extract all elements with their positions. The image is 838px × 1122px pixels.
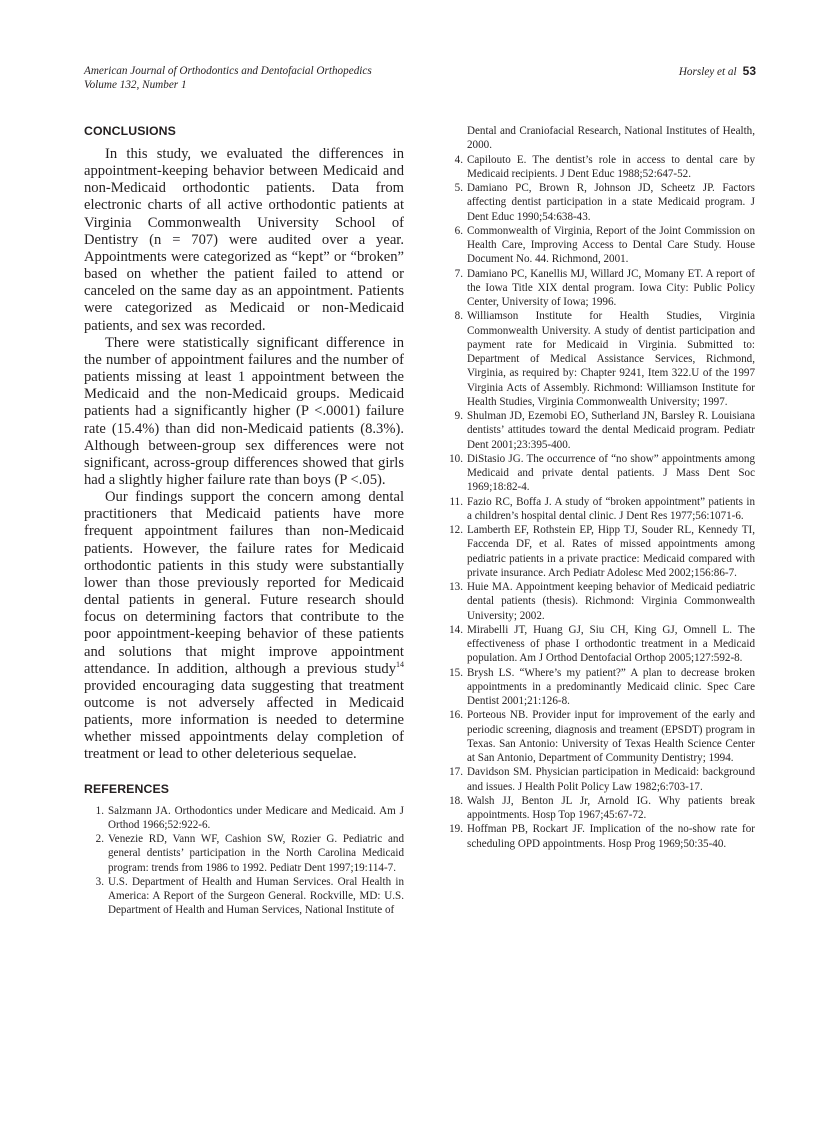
reference-text: Capilouto E. The dentist’s role in access to dental care by Medicaid recipients. J Dent Educ 1988;52:647-52.	[467, 153, 755, 180]
conclusions-paragraph-1: In this study, we evaluated the differences in appointment-keeping behavior between Medicaid and non-Medicaid orthodontic patients. Data from electronic charts of all active orthodontic patients at Virginia Commonwealth University School of Dentistry (n = 707) were audited over a year. Appointments were categorized as “kept” or “broken” based on whether the patient failed to attend or canceled on the same day as an appointment. Patients were categorized as Medicaid or non-Medicaid patients, and sex was recorded.	[84, 146, 404, 334]
reference-text: DiStasio JG. The occurrence of “no show” appointments among Medicaid and private dental patients. J Mass Dent Soc 1969;18:82-4.	[467, 452, 755, 494]
reference-item	[443, 452, 755, 495]
reference-number: 15.	[449, 666, 463, 679]
reference-number: 16.	[449, 709, 463, 722]
reference-number: 12.	[449, 524, 463, 536]
reference-item	[443, 623, 755, 666]
reference-text: Porteous NB. Provider input for improvement of the early and periodic screening, diagnosis and treament (EPSDT) program in Texas. San Antonio: University of Texas Health Science Center at San Antonio, Department of Community Dentistry; 1994.	[467, 709, 755, 764]
reference-item	[84, 804, 404, 833]
reference-number: 13.	[449, 581, 463, 593]
reference-item	[443, 708, 755, 765]
reference-text: Mirabelli JT, Huang GJ, Siu CH, King GJ, Omnell L. The effectiveness of phase I orthodontic treatment in a Medicaid population. Am J Orthod Dentofacial Orthop 2005;127:592-8.	[467, 623, 755, 665]
reference-item	[443, 822, 755, 851]
reference-list-left	[84, 804, 404, 918]
reference-number: 4.	[454, 153, 463, 166]
reference-number: 3.	[95, 875, 104, 888]
running-header-left	[84, 64, 372, 92]
reference-text: Fazio RC, Boffa J. A study of “broken appointment” patients in a children’s hospital dental clinic. J Dent Res 1977;56:1071-6.	[467, 495, 755, 522]
conclusions-heading: CONCLUSIONS	[84, 124, 176, 138]
conclusions-paragraph-2: There were statistically significant difference in the number of appointment failures and the number of patients missing at least 1 appointment between the Medicaid and the non-Medicaid groups. Medicaid patients had a significantly higher (P <.0001) failure rate (15.4%) than did non-Medicaid patients (8.3%). Although between-group sex differences were not significant, across-group differences showed that girls had a slightly higher failure rate than boys (P <.05).	[84, 334, 404, 488]
reference-item	[84, 875, 404, 918]
reference-number: 2.	[95, 833, 104, 846]
reference-text: Venezie RD, Vann WF, Cashion SW, Rozier G. Pediatric and general dentists’ participation in the North Carolina Medicaid program: trends from 1986 to 1992. Pediatr Dent 1997;19:114-7.	[108, 833, 404, 874]
reference-item	[443, 580, 755, 623]
reference-item	[84, 832, 404, 875]
reference-item	[443, 409, 755, 452]
reference-text: Salzmann JA. Orthodontics under Medicare and Medicaid. Am J Orthod 1966;52:922-6.	[108, 804, 404, 831]
reference-item	[443, 794, 755, 823]
reference-item	[443, 666, 755, 709]
reference-text: Williamson Institute for Health Studies, Virginia Commonwealth University. A study of dentist participation and payment rate for Medicaid in Virginia. Submitted to: Department of Medical Assistance Services, Richmond, Virginia, as required by: Chapter 9241, Item 322.U of the 1997 Virginia Acts of Assembly. Richmond: Williamson Institute for Health Studies, Virginia Commonwealth University; 1997.	[467, 310, 755, 408]
paragraph-text: provided encouraging data suggesting that treatment outcome is not adversely affected in Medicaid patients, more information is needed to determine whether missed appointments delay completion of treatment or lead to other deleterious sequelae.	[84, 677, 404, 763]
reference-number: 9.	[454, 410, 463, 422]
reference-item	[443, 153, 755, 182]
reference-number: 17.	[449, 766, 463, 779]
running-authors: Horsley et al	[678, 66, 737, 78]
reference-text: Lamberth EF, Rothstein EP, Hipp TJ, Souder RL, Kennedy TI, Faccenda DF, et al. Rates of missed appointments among pediatric patients in a private practice: Medicaid compared with private insurance. Arch Pediatr Adolesc Med 2002;156:86-7.	[467, 524, 755, 579]
paragraph-text: Our findings support the concern among dental practitioners that Medicaid patients have more frequent appointment failures than non-Medicaid patients. However, the failure rates for Medicaid orthodontic patients in this study were substantially lower than those previously reported for Medicaid dental patients in general. Future research should focus on determining factors that contribute to the poor appointment-keeping behavior of these patients and solutions that might improve appointment attendance. In addition, although a previous study	[84, 489, 404, 677]
reference-number: 19.	[449, 823, 463, 836]
reference-item	[443, 523, 755, 580]
reference-3-continuation: Dental and Craniofacial Research, National Institutes of Health, 2000.	[467, 125, 755, 152]
reference-item	[443, 309, 755, 409]
reference-text: Damiano PC, Kanellis MJ, Willard JC, Momany ET. A report of the Iowa Title XIX dental program. Iowa City: Public Policy Center, University of Iowa; 1996.	[467, 267, 755, 308]
journal-volume: Volume 132, Number 1	[84, 79, 187, 91]
reference-list-right	[443, 153, 755, 851]
reference-number: 14.	[449, 623, 463, 636]
reference-number: 8.	[454, 310, 463, 323]
reference-text: Shulman JD, Ezemobi EO, Sutherland JN, Barsley R. Louisiana dentists’ attitudes toward the dental Medicaid program. Pediatr Dent 2001;23:395-400.	[467, 410, 755, 451]
reference-text: Brysh LS. “Where’s my patient?” A plan to decrease broken appointments in a predominantly Medicaid clinic. Spec Care Dentist 2001;21:126-8.	[467, 666, 755, 707]
references-heading: REFERENCES	[84, 781, 170, 796]
reference-number: 10.	[449, 452, 463, 465]
reference-number: 5.	[454, 182, 463, 194]
reference-text: Davidson SM. Physician participation in Medicaid: background and issues. J Health Polit Policy Law 1982;6:703-17.	[467, 766, 755, 793]
reference-item	[443, 181, 755, 224]
reference-number: 18.	[449, 794, 463, 807]
page-number: 53	[742, 64, 756, 78]
journal-title: American Journal of Orthodontics and Dentofacial Orthopedics	[84, 65, 372, 77]
reference-item	[443, 495, 755, 524]
reference-text: Walsh JJ, Benton JL Jr, Arnold IG. Why patients break appointments. Hosp Top 1967;45:67-72.	[467, 794, 755, 821]
reference-item	[443, 224, 755, 267]
reference-number: 6.	[454, 224, 463, 237]
reference-text: Damiano PC, Brown R, Johnson JD, Scheetz JP. Factors affecting dentist participation in a state Medicaid program. J Dent Educ 1990;54:638-43.	[467, 182, 755, 223]
left-column	[84, 124, 404, 918]
reference-text: U.S. Department of Health and Human Services. Oral Health in America: A Report of the Surgeon General. Rockville, MD: U.S. Department of Health and Human Services, National Institute of	[108, 875, 404, 917]
reference-item	[443, 765, 755, 794]
reference-number: 7.	[454, 267, 463, 280]
citation-link[interactable]: 14	[396, 659, 404, 669]
reference-text: Huie MA. Appointment keeping behavior of Medicaid pediatric dental patients (thesis). Richmond: Virginia Commonwealth University; 2002.	[467, 581, 755, 622]
reference-text: Hoffman PB, Rockart JF. Implication of the no-show rate for scheduling OPD appointments. Hosp Prog 1969;50:35-40.	[467, 823, 755, 850]
right-column	[443, 124, 755, 851]
reference-text: Commonwealth of Virginia, Report of the Joint Commission on Health Care, Improving Access to Dental Care Study. House Document No. 44. Richmond, 2001.	[467, 224, 755, 266]
running-header-right	[679, 64, 756, 79]
reference-number: 1.	[95, 804, 104, 817]
reference-item	[443, 267, 755, 310]
reference-number: 11.	[449, 495, 463, 508]
conclusions-paragraph-3	[84, 489, 404, 764]
